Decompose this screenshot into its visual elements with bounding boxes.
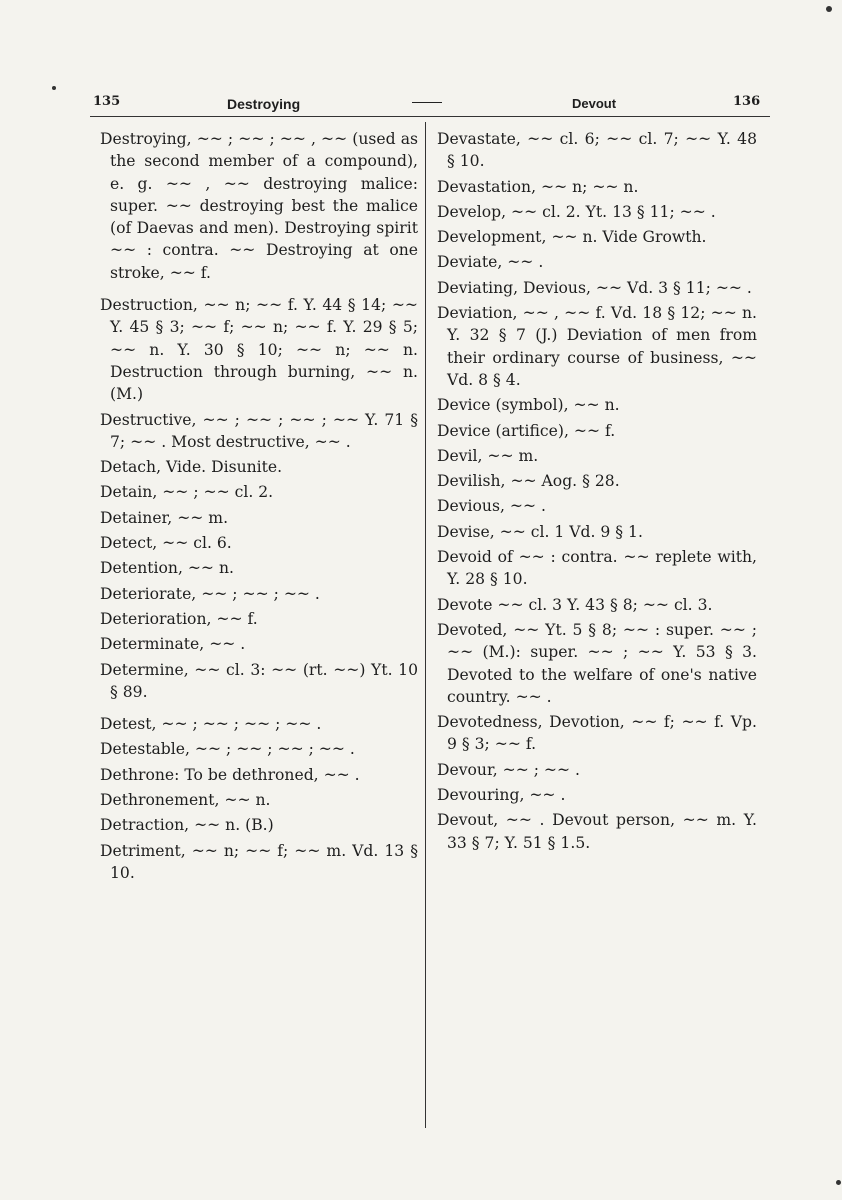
dictionary-entry: Devote ~~ cl. 3 Y. 43 § 8; ~~ cl. 3. (437, 595, 713, 614)
dictionary-entry: Detestable, ~~ ; ~~ ; ~~ ; ~~ . (100, 740, 355, 759)
dictionary-entry: Device (artifice), ~~ f. (437, 421, 616, 440)
dictionary-entry: Detainer, ~~ m. (100, 508, 229, 527)
dictionary-entry: Devouring, ~~ . (437, 786, 566, 805)
dictionary-entry: Detraction, ~~ n. (B.) (100, 816, 274, 835)
dictionary-entry: Deviating, Devious, ~~ Vd. 3 § 11; ~~ . (437, 278, 752, 297)
dictionary-entry: Dethrone: To be dethroned, ~~ . (100, 765, 360, 784)
dictionary-entry: Devastate, ~~ cl. 6; ~~ cl. 7; ~~ Y. 48 § 10. (437, 130, 757, 171)
dictionary-entry: Deviate, ~~ . (437, 253, 544, 272)
header-dash (412, 102, 442, 103)
dictionary-entry: Develop, ~~ cl. 2. Yt. 13 § 11; ~~ . (437, 202, 716, 221)
dictionary-entry: Devoid of ~~ : contra. ~~ replete with, Y. 28 § 10. (437, 548, 757, 589)
running-headword-right: Devout (572, 96, 617, 111)
dictionary-entry: Devoted, ~~ Yt. 5 § 8; ~~ : super. ~~ ; ~~ (M.): super. ~~ ; ~~ Y. 53 § 3. Devoted to the welfare of one's native country. ~~ . (437, 620, 757, 706)
column-divider (425, 122, 426, 1128)
page-speck (52, 86, 56, 90)
dictionary-entry: Detain, ~~ ; ~~ cl. 2. (100, 483, 274, 502)
page-number-right: 136 (733, 94, 761, 109)
dictionary-entry: Dethronement, ~~ n. (100, 791, 271, 810)
dictionary-entry: Detriment, ~~ n; ~~ f; ~~ m. Vd. 13 § 10. (100, 841, 418, 882)
dictionary-entry: Detention, ~~ n. (100, 559, 234, 578)
dictionary-entry: Detect, ~~ cl. 6. (100, 534, 232, 553)
dictionary-entry: Deterioration, ~~ f. (100, 609, 258, 628)
dictionary-entry: Devil, ~~ m. (437, 446, 539, 465)
page-number-left: 135 (93, 94, 121, 109)
dictionary-entry: Devastation, ~~ n; ~~ n. (437, 177, 639, 196)
right-column (437, 128, 757, 857)
dictionary-entry: Devilish, ~~ Aog. § 28. (437, 472, 620, 491)
dictionary-entry: Devious, ~~ . (437, 497, 546, 516)
dictionary-entry: Devour, ~~ ; ~~ . (437, 760, 580, 779)
dictionary-entry: Detest, ~~ ; ~~ ; ~~ ; ~~ . (100, 715, 322, 734)
running-headword-left: Destroying (227, 96, 301, 112)
header-rule (90, 116, 770, 117)
dictionary-entry: Detach, Vide. Disunite. (100, 458, 283, 477)
dictionary-entry: Device (symbol), ~~ n. (437, 396, 620, 415)
left-column (100, 128, 418, 887)
dictionary-entry: Deviation, ~~ , ~~ f. Vd. 18 § 12; ~~ n. Y. 32 § 7 (J.) Deviation of men from their ordinary course of business, ~~ Vd. 8 § 4. (437, 304, 757, 389)
dictionary-entry: Destructive, ~~ ; ~~ ; ~~ ; ~~ Y. 71 § 7; ~~ . Most destructive, ~~ . (100, 410, 418, 451)
dictionary-entry: Determine, ~~ cl. 3: ~~ (rt. ~~) Yt. 10 § 89. (100, 660, 418, 701)
dictionary-entry: Devise, ~~ cl. 1 Vd. 9 § 1. (437, 522, 643, 541)
dictionary-entry: Destroying, ~~ ; ~~ ; ~~ , ~~ (used as the second member of a compound), e. g. ~~ , ~~ destroying malice: super. ~~ destroying best the malice (of Daevas and men). Destroying spirit ~~ : contra. ~~ Destroying at one stroke, ~~ f. (100, 130, 418, 282)
dictionary-entry: Destruction, ~~ n; ~~ f. Y. 44 § 14; ~~ Y. 45 § 3; ~~ f; ~~ n; ~~ f. Y. 29 § 5; ~~ n. Y. 30 § 10; ~~ n; ~~ n. Destruction through burning, ~~ n. (M.) (100, 296, 418, 404)
dictionary-entry: Determinate, ~~ . (100, 635, 246, 654)
page-speck (826, 6, 832, 12)
page-header (0, 92, 842, 116)
page-speck (836, 1180, 841, 1185)
dictionary-entry: Deteriorate, ~~ ; ~~ ; ~~ . (100, 584, 320, 603)
dictionary-entry: Devout, ~~ . Devout person, ~~ m. Y. 33 § 7; Y. 51 § 1.5. (437, 811, 757, 852)
dictionary-entry: Devotedness, Devotion, ~~ f; ~~ f. Vp. 9 § 3; ~~ f. (437, 713, 757, 754)
dictionary-entry: Development, ~~ n. Vide Growth. (437, 228, 707, 247)
